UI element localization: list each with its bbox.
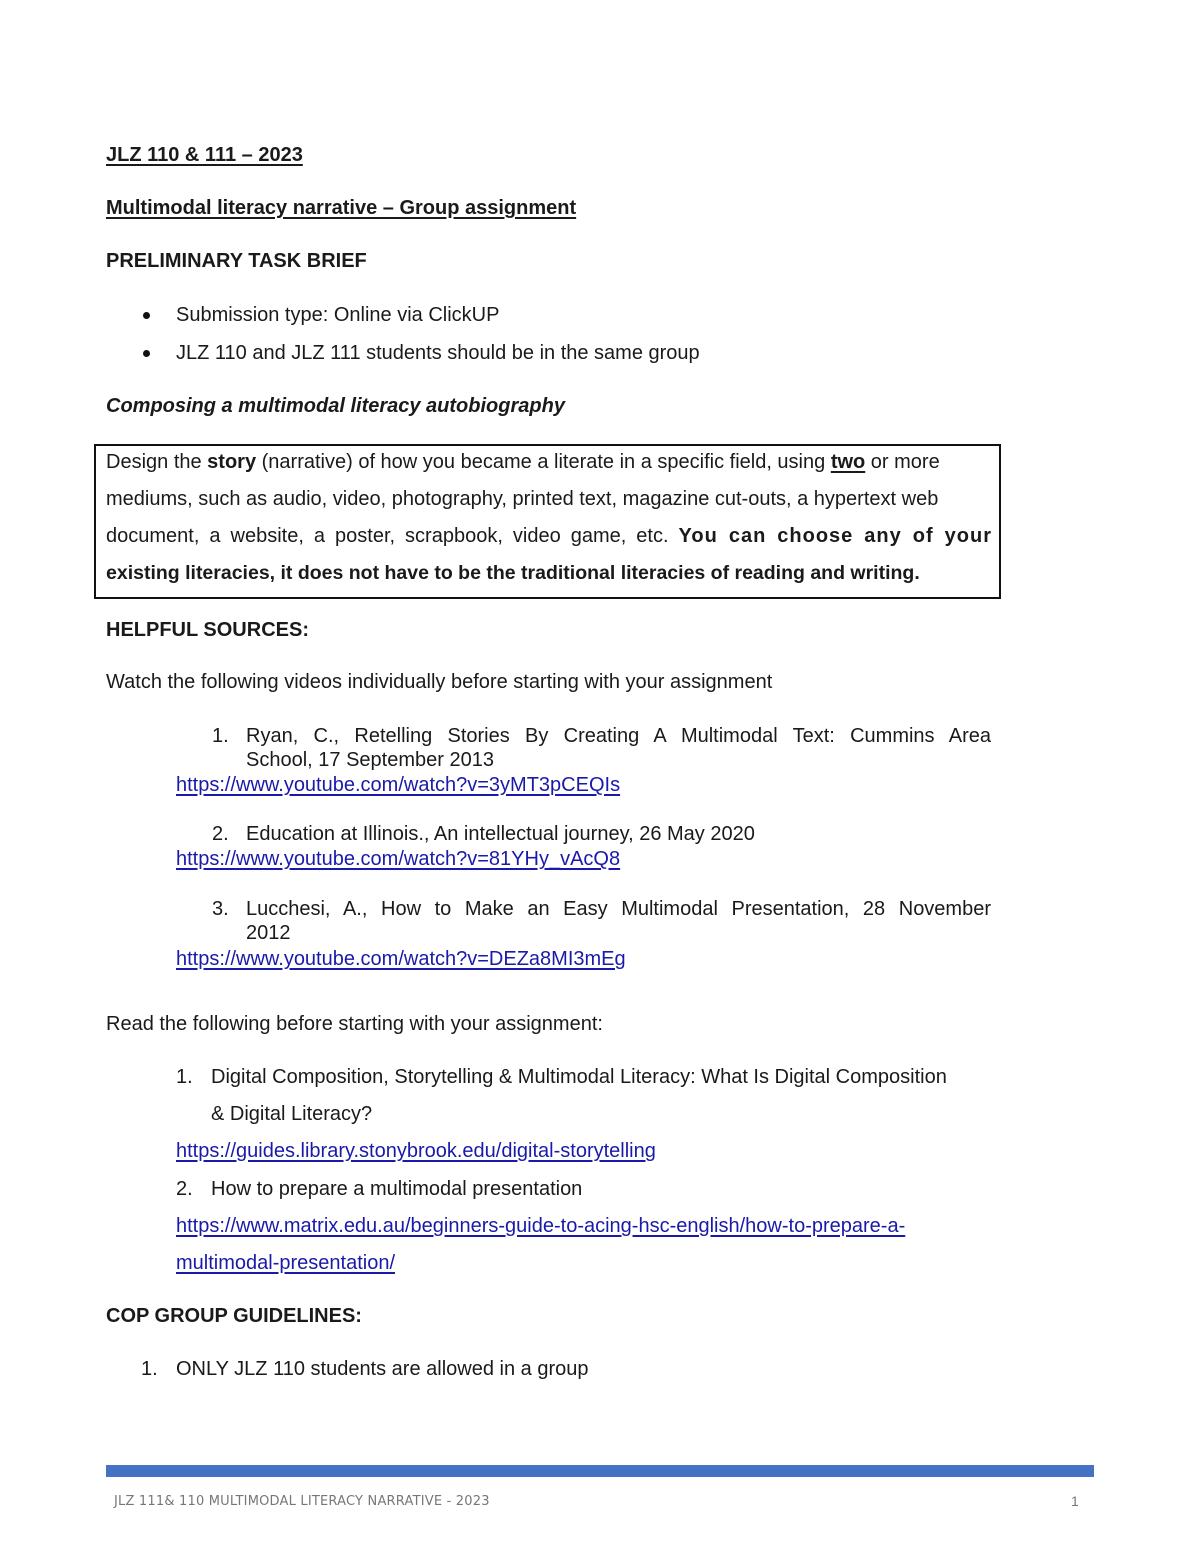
video-title: Lucchesi, A., How to Make an Easy Multimodal Presentation, 28 November [246,898,991,920]
course-heading: JLZ 110 & 111 – 2023 [106,144,303,166]
video-number: 3. [212,898,229,920]
reading-link-cont[interactable]: multimodal-presentation/ [176,1252,395,1274]
reading-link[interactable]: https://www.matrix.edu.au/beginners-guide-to-acing-hsc-english/how-to-prepare-a- [176,1215,906,1237]
cop-item: ONLY JLZ 110 students are allowed in a group [176,1358,589,1380]
cop-heading: COP GROUP GUIDELINES: [106,1305,362,1327]
video-title: Ryan, C., Retelling Stories By Creating A Multimodal Text: Cummins Area [246,725,991,747]
video-link[interactable]: https://www.youtube.com/watch?v=81YHy_vAcQ8 [176,848,621,870]
bullet-item: Submission type: Online via ClickUP [176,304,500,326]
reading-number: 1. [176,1066,193,1088]
cop-item-number: 1. [141,1358,158,1380]
task-line-4: existing literacies, it does not have to be the traditional literacies of reading and writing. [106,562,920,584]
video-title-cont: School, 17 September 2013 [246,749,494,771]
bullet-item: JLZ 110 and JLZ 111 students should be in the same group [176,342,700,364]
video-title-cont: 2012 [246,922,291,944]
video-title: Education at Illinois., An intellectual journey, 26 May 2020 [246,823,755,845]
footer-text: JLZ 111& 110 MULTIMODAL LITERACY NARRATIVE - 2023 [114,1494,490,1509]
reading-title-cont: & Digital Literacy? [211,1103,373,1125]
reading-title: How to prepare a multimodal presentation [211,1178,583,1200]
task-line-3: document, a website, a poster, scrapbook, video game, etc. You can choose any of your [106,525,992,547]
bullet-dot [143,312,150,319]
reading-link[interactable]: https://guides.library.stonybrook.edu/digital-storytelling [176,1140,656,1162]
page-number: 1 [1071,1493,1079,1509]
task-line-1: Design the story (narrative) of how you became a literate in a specific field, using two or more [106,451,940,473]
video-number: 2. [212,823,229,845]
footer-bar [106,1465,1094,1477]
video-number: 1. [212,725,229,747]
helpful-heading: HELPFUL SOURCES: [106,619,309,641]
video-link[interactable]: https://www.youtube.com/watch?v=DEZa8MI3mEg [176,948,626,970]
task-line-2: mediums, such as audio, video, photography, printed text, magazine cut-outs, a hypertext web [106,488,939,510]
bullet-dot [143,350,150,357]
watch-intro: Watch the following videos individually before starting with your assignment [106,671,773,693]
reading-number: 2. [176,1178,193,1200]
read-intro: Read the following before starting with your assignment: [106,1013,603,1035]
video-link[interactable]: https://www.youtube.com/watch?v=3yMT3pCEQIs [176,774,621,796]
brief-heading: PRELIMINARY TASK BRIEF [106,250,367,272]
subheading: Composing a multimodal literacy autobiography [106,395,565,417]
reading-title: Digital Composition, Storytelling & Multimodal Literacy: What Is Digital Composition [211,1066,947,1088]
assignment-heading: Multimodal literacy narrative – Group assignment [106,197,577,219]
